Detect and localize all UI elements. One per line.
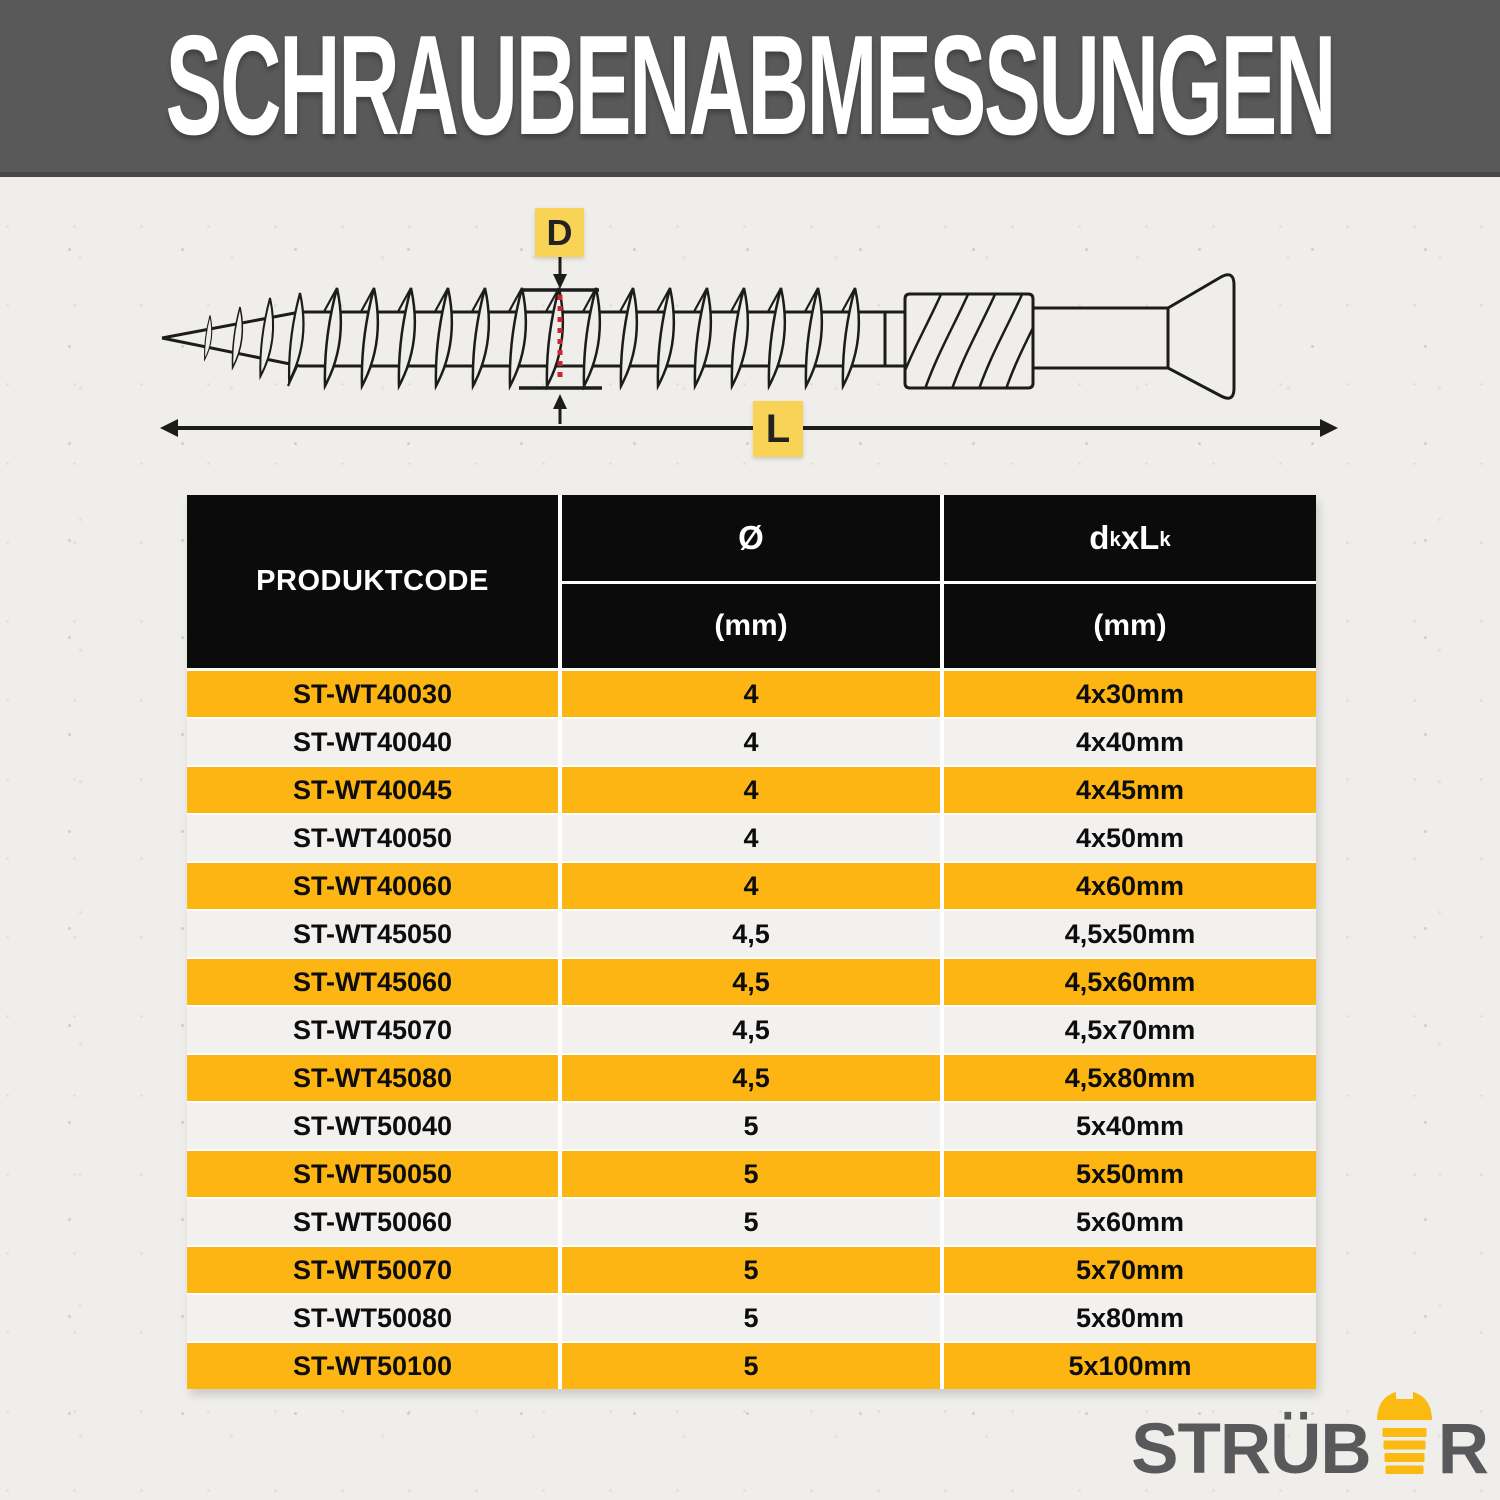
headdim-l: L: [1139, 519, 1160, 556]
page-title: SCHRAUBENABMESSUNGEN: [165, 6, 1335, 165]
table-cell-code: ST-WT50040: [187, 1103, 558, 1149]
table-row: [187, 1199, 1316, 1245]
table-row: [187, 1055, 1316, 1101]
table-cell-diameter: 4,5: [562, 1007, 940, 1053]
table-cell-size: 5x60mm: [944, 1199, 1316, 1245]
table-cell-size: 4,5x70mm: [944, 1007, 1316, 1053]
screw-head: [1168, 275, 1234, 398]
logo-text-right: R: [1437, 1410, 1488, 1489]
diameter-label: D: [535, 208, 584, 257]
screw-head-dome: [1377, 1392, 1432, 1420]
spec-table: [187, 495, 1316, 1389]
table-cell-code: ST-WT40050: [187, 815, 558, 861]
table-cell-code: ST-WT45060: [187, 959, 558, 1005]
table-row: [187, 671, 1316, 717]
table-cell-code: ST-WT45070: [187, 1007, 558, 1053]
screw-collar: [885, 312, 905, 366]
screw-dimension-diagram: [140, 190, 1370, 470]
header-headdim-unit: (mm): [944, 584, 1316, 668]
table-cell-diameter: 4: [562, 719, 940, 765]
header-headdim-group: [944, 495, 1316, 668]
header-produktcode: PRODUKTCODE: [187, 495, 558, 668]
table-cell-code: ST-WT45050: [187, 911, 558, 957]
table-row: [187, 863, 1316, 909]
table-cell-diameter: 5: [562, 1151, 940, 1197]
header-diameter-unit: (mm): [562, 584, 940, 668]
header-diameter-group: [562, 495, 940, 668]
table-cell-size: 5x100mm: [944, 1343, 1316, 1389]
table-row: [187, 767, 1316, 813]
table-row: [187, 1151, 1316, 1197]
table-cell-code: ST-WT50050: [187, 1151, 558, 1197]
table-cell-code: ST-WT50060: [187, 1199, 558, 1245]
screw-letter-icon: [1376, 1390, 1433, 1474]
table-cell-code: ST-WT50070: [187, 1247, 558, 1293]
table-cell-size: 4,5x80mm: [944, 1055, 1316, 1101]
table-cell-size: 5x40mm: [944, 1103, 1316, 1149]
screw-shank: [1033, 308, 1168, 368]
table-cell-size: 5x80mm: [944, 1295, 1316, 1341]
table-row: [187, 1247, 1316, 1293]
table-row: [187, 1103, 1316, 1149]
table-cell-code: ST-WT40040: [187, 719, 558, 765]
headdim-x: x: [1120, 519, 1140, 556]
length-label: L: [753, 401, 803, 457]
table-cell-code: ST-WT50100: [187, 1343, 558, 1389]
table-cell-diameter: 4: [562, 863, 940, 909]
header-diameter-symbol: Ø: [562, 495, 940, 581]
headdim-l-sub: k: [1159, 528, 1171, 551]
table-cell-size: 4,5x60mm: [944, 959, 1316, 1005]
table-header: [187, 495, 1316, 668]
table-row: [187, 911, 1316, 957]
table-row: [187, 1007, 1316, 1053]
logo-text-left: STRÜB: [1131, 1410, 1371, 1489]
table-cell-diameter: 5: [562, 1247, 940, 1293]
struber-logo: [1131, 1390, 1488, 1495]
table-cell-size: 4x30mm: [944, 671, 1316, 717]
table-cell-diameter: 5: [562, 1199, 940, 1245]
table-cell-diameter: 4,5: [562, 959, 940, 1005]
headdim-d: d: [1089, 519, 1110, 556]
table-row: [187, 719, 1316, 765]
table-cell-size: 5x70mm: [944, 1247, 1316, 1293]
table-cell-code: ST-WT45080: [187, 1055, 558, 1101]
table-cell-diameter: 4: [562, 815, 940, 861]
table-cell-diameter: 5: [562, 1295, 940, 1341]
table-cell-diameter: 4,5: [562, 911, 940, 957]
table-cell-diameter: 5: [562, 1103, 940, 1149]
table-cell-size: 4,5x50mm: [944, 911, 1316, 957]
table-cell-code: ST-WT40060: [187, 863, 558, 909]
table-cell-size: 4x40mm: [944, 719, 1316, 765]
title-banner: [0, 0, 1500, 177]
table-cell-size: 4x45mm: [944, 767, 1316, 813]
header-headdim-label: [944, 495, 1316, 581]
table-cell-code: ST-WT40030: [187, 671, 558, 717]
l-arrow-right-icon: [1320, 419, 1338, 437]
table-body: [187, 671, 1316, 1389]
table-cell-code: ST-WT50080: [187, 1295, 558, 1341]
table-row: [187, 1295, 1316, 1341]
table-row: [187, 815, 1316, 861]
table-cell-code: ST-WT40045: [187, 767, 558, 813]
table-row: [187, 959, 1316, 1005]
table-cell-size: 5x50mm: [944, 1151, 1316, 1197]
table-row: [187, 1343, 1316, 1389]
table-cell-diameter: 5: [562, 1343, 940, 1389]
l-arrow-left-icon: [160, 419, 178, 437]
table-cell-size: 4x50mm: [944, 815, 1316, 861]
headdim-d-sub: k: [1109, 528, 1121, 551]
table-cell-diameter: 4,5: [562, 1055, 940, 1101]
table-cell-size: 4x60mm: [944, 863, 1316, 909]
table-cell-diameter: 4: [562, 671, 940, 717]
table-cell-diameter: 4: [562, 767, 940, 813]
